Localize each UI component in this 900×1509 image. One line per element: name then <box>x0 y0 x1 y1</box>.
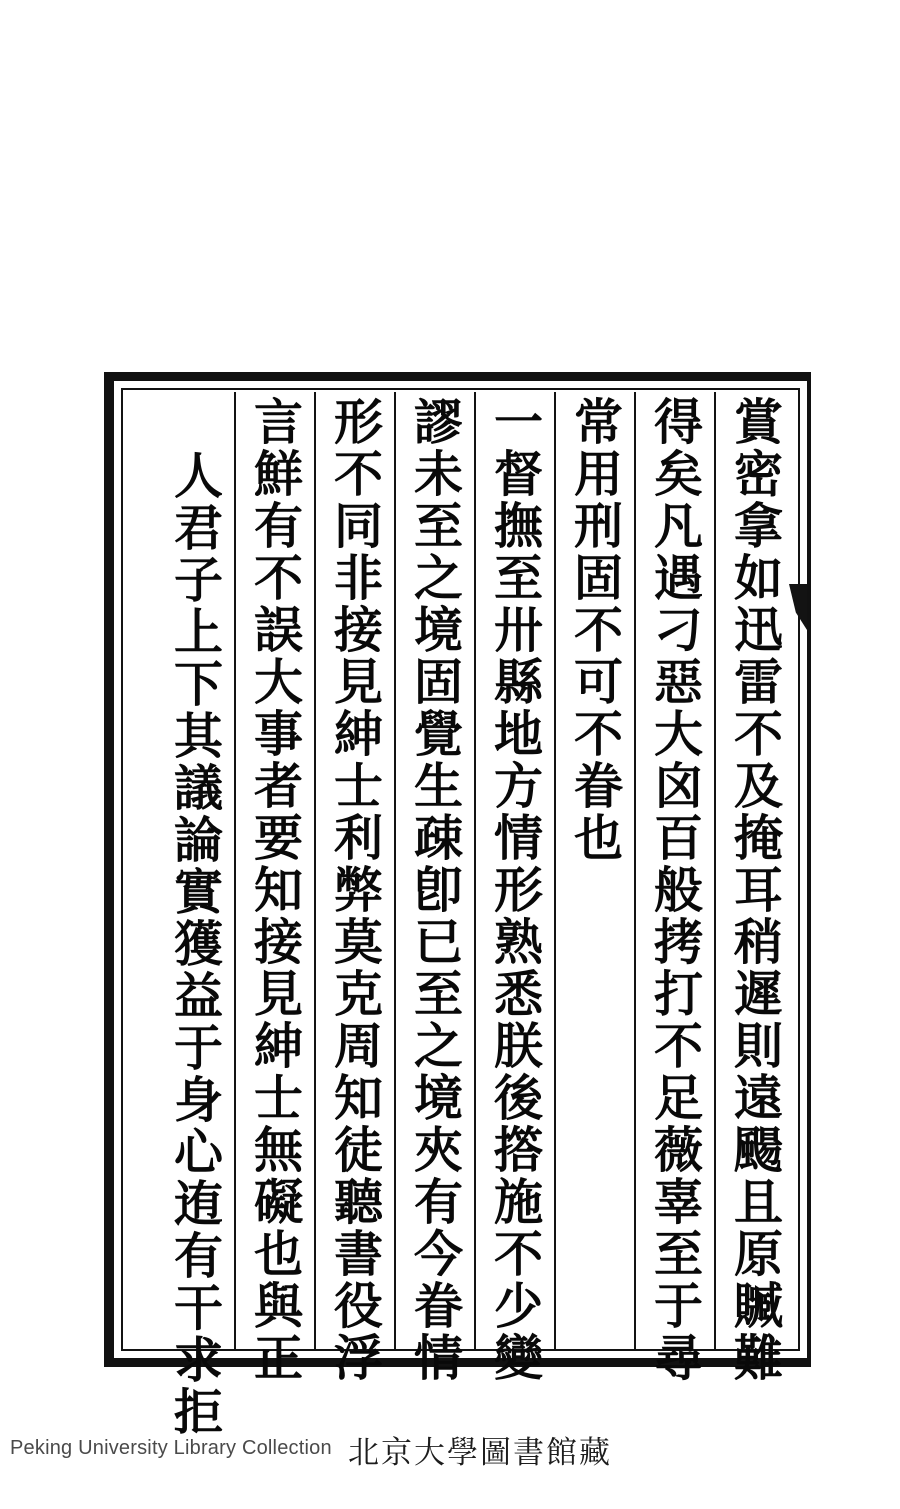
text-column <box>395 394 475 1384</box>
text-column-group <box>126 394 795 1438</box>
collection-credit-chinese: 北京大學圖書館藏 <box>348 1435 612 1471</box>
text-column <box>155 394 235 1438</box>
text-column <box>315 394 395 1384</box>
text-column <box>475 394 555 1384</box>
collection-credit <box>0 1425 900 1485</box>
scanned-page <box>104 372 811 1438</box>
column-text: 常用刑固不可不眷也 <box>566 396 625 864</box>
collection-credit-english: Peking University Library Collection <box>10 1437 332 1459</box>
column-text: 形不同非接見紳士利弊莫克周知徒聽書役浮 <box>326 396 385 1384</box>
text-column <box>235 394 315 1384</box>
text-column <box>555 394 635 1347</box>
column-text: 得矣凡遇刁惡大囟百般拷打不足薇辜至于尋 <box>646 396 705 1384</box>
text-column <box>635 394 715 1384</box>
text-column <box>715 394 795 1384</box>
column-text: 謬未至之境固覺生疎卽已至之境夾有今眷情 <box>406 396 465 1384</box>
column-text: 言鮮有不誤大事者要知接見紳士無礙也與正 <box>246 396 305 1384</box>
column-text: 一督撫至卅縣地方情形熟悉朕後撘施不少變 <box>486 396 545 1384</box>
column-text: 賞密拿如迅雷不及掩耳稍遲則遠颺且原贓難 <box>726 396 785 1384</box>
column-text: 人君子上下其議論實獲益于身心迶有干求拒 <box>166 450 225 1438</box>
